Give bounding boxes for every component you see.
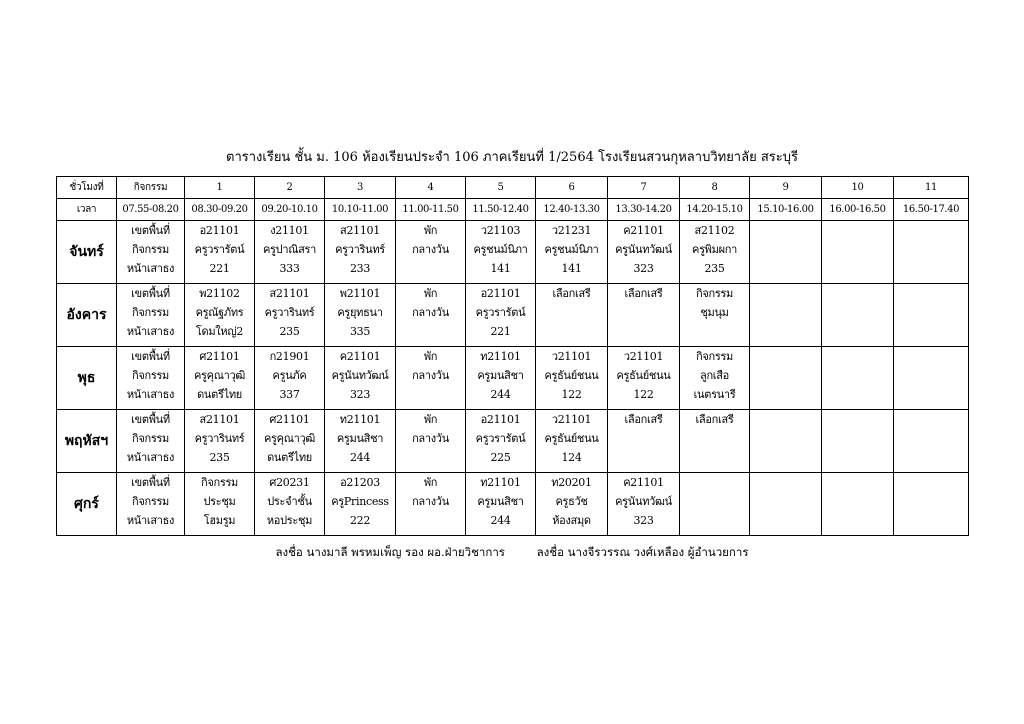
cell-line: 244	[349, 451, 371, 464]
cell-line: พัก	[423, 350, 438, 363]
schedule-cell	[117, 410, 185, 473]
cell-line: อ21101	[480, 287, 521, 300]
schedule-cell	[396, 410, 466, 473]
cell-line: ครูณัฐภัทร	[195, 306, 244, 319]
cell-line: หน้าเสาธง	[126, 262, 175, 275]
day-name: อังคาร	[57, 284, 117, 347]
time-slot: 10.10-11.00	[325, 199, 396, 221]
cell-line: 235	[279, 325, 300, 338]
schedule-cell	[536, 347, 608, 410]
cell-line: ครูชนม์นิภา	[544, 243, 599, 256]
time-slot: 11.50-12.40	[466, 199, 536, 221]
cell-line: ก21901	[269, 350, 310, 363]
schedule-cell	[117, 347, 185, 410]
day-name: พุธ	[57, 347, 117, 410]
day-row	[57, 473, 969, 536]
cell-line: ครูนภัค	[272, 369, 307, 382]
schedule-cell	[750, 284, 822, 347]
time-slot: 07.55-08.20	[117, 199, 185, 221]
schedule-cell	[536, 410, 608, 473]
header-row	[57, 177, 969, 199]
period-number: 2	[255, 177, 325, 199]
day-row	[57, 284, 969, 347]
cell-line: 337	[279, 388, 300, 401]
cell-line: ครูชนม์นิภา	[473, 243, 528, 256]
cell-line: กลางวัน	[412, 369, 449, 382]
schedule-cell	[750, 410, 822, 473]
cell-line: เขตพื้นที่	[131, 476, 170, 489]
period-number: 7	[608, 177, 680, 199]
schedule-cell	[608, 284, 680, 347]
schedule-cell	[255, 410, 325, 473]
schedule-cell	[185, 284, 255, 347]
schedule-cell	[117, 473, 185, 536]
cell-line: เขตพื้นที่	[131, 350, 170, 363]
cell-line: ห้องสมุด	[552, 514, 591, 527]
cell-line: อ21101	[199, 224, 240, 237]
day-name: พฤหัสฯ	[57, 410, 117, 473]
cell-line: ศ20231	[269, 476, 310, 489]
cell-line: ส21101	[340, 224, 380, 237]
cell-line: ครูคุณาวุฒิ	[193, 369, 246, 382]
cell-line: ค21101	[339, 350, 381, 363]
day-row	[57, 347, 969, 410]
cell-line: เลือกเสรี	[552, 287, 591, 300]
time-slot: 13.30-14.20	[608, 199, 680, 221]
schedule-cell	[536, 284, 608, 347]
period-number: 1	[185, 177, 255, 199]
cell-line: ลูกเสือ	[700, 369, 729, 382]
schedule-cell	[680, 473, 750, 536]
cell-line: กิจกรรม	[131, 369, 170, 382]
cell-line: กิจกรรม	[131, 243, 170, 256]
period-number: 8	[680, 177, 750, 199]
schedule-cell	[750, 221, 822, 284]
schedule-cell	[396, 473, 466, 536]
schedule-cell	[396, 347, 466, 410]
cell-line: 335	[349, 325, 371, 338]
schedule-cell	[325, 284, 396, 347]
cell-line: 141	[490, 262, 511, 275]
schedule-cell	[536, 221, 608, 284]
schedule-cell	[255, 284, 325, 347]
schedule-cell	[325, 410, 396, 473]
cell-line: ครูปาณิสรา	[262, 243, 317, 256]
page-title: ตารางเรียน ชั้น ม. 106 ห้องเรียนประจำ 106 ภาคเรียนที่ 1/2564 โรงเรียนสวนกุหลาบวิทยาลัย สระบุรี	[226, 150, 798, 165]
cell-line: พัก	[423, 224, 438, 237]
cell-line: ครูมนสิชา	[477, 495, 524, 508]
period-number: 6	[536, 177, 608, 199]
cell-line: เลือกเสรี	[624, 287, 663, 300]
cell-line: ส21101	[199, 413, 240, 426]
cell-line: 323	[349, 388, 371, 401]
cell-line: 141	[561, 262, 582, 275]
cell-line: ครูมนสิชา	[336, 432, 384, 445]
cell-line: พัก	[423, 413, 438, 426]
cell-line: 244	[490, 388, 511, 401]
cell-line: เนตรนารี	[693, 388, 736, 401]
cell-line: เลือกเสรี	[624, 413, 663, 426]
schedule-cell	[185, 473, 255, 536]
cell-line: พัก	[423, 287, 438, 300]
cell-line: หอประชุม	[266, 514, 313, 527]
cell-line: ครูนันทวัฒน์	[615, 243, 672, 256]
cell-line: อ21203	[340, 476, 380, 489]
cell-line: 124	[561, 451, 582, 464]
cell-line: กิจกรรม	[695, 350, 734, 363]
day-row	[57, 221, 969, 284]
cell-line: ครูมนสิชา	[477, 369, 524, 382]
cell-line: 222	[349, 514, 371, 527]
schedule-cell	[536, 473, 608, 536]
cell-line: ครูพิมผกา	[692, 243, 737, 256]
cell-line: กลางวัน	[412, 495, 449, 508]
cell-line: ส21102	[694, 224, 735, 237]
cell-line: ครูวรารัตน์	[475, 306, 526, 319]
period-number: 11	[894, 177, 969, 199]
day-name: ศุกร์	[57, 473, 117, 536]
time-slot: 11.00-11.50	[396, 199, 466, 221]
cell-line: 323	[633, 262, 654, 275]
cell-line: โฮมรูม	[203, 514, 236, 527]
cell-line: ครูธวัช	[555, 495, 588, 508]
schedule-cell	[396, 284, 466, 347]
schedule-cell	[822, 221, 894, 284]
cell-line: 122	[633, 388, 654, 401]
cell-line: ศ21101	[269, 413, 310, 426]
cell-line: เขตพื้นที่	[131, 224, 170, 237]
schedule-cell	[822, 347, 894, 410]
schedule-cell	[466, 221, 536, 284]
time-slot: 16.00-16.50	[822, 199, 894, 221]
cell-line: ครูวารินทร์	[194, 432, 245, 445]
schedule-cell	[680, 284, 750, 347]
schedule-cell	[680, 410, 750, 473]
cell-line: โดมใหญ่2	[195, 325, 244, 338]
cell-line: ดนตรีไทย	[197, 388, 242, 401]
cell-line: พัก	[423, 476, 438, 489]
cell-line: กิจกรรม	[695, 287, 734, 300]
time-slot: 15.10-16.00	[750, 199, 822, 221]
schedule-cell	[396, 221, 466, 284]
cell-line: ว21103	[480, 224, 521, 237]
schedule-cell	[680, 347, 750, 410]
schedule-cell	[185, 410, 255, 473]
time-slot: 16.50-17.40	[894, 199, 969, 221]
schedule-cell	[255, 221, 325, 284]
cell-line: 235	[209, 451, 230, 464]
cell-line: ครูยุทธนา	[337, 306, 383, 319]
schedule-cell	[894, 473, 969, 536]
cell-line: 244	[490, 514, 511, 527]
cell-line: 233	[349, 262, 371, 275]
cell-line: ท21101	[339, 413, 381, 426]
schedule-cell	[325, 347, 396, 410]
cell-line: กิจกรรม	[131, 495, 170, 508]
cell-line: หน้าเสาธง	[126, 514, 175, 527]
time-slot: 08.30-09.20	[185, 199, 255, 221]
cell-line: พ21101	[339, 287, 381, 300]
schedule-cell	[608, 347, 680, 410]
cell-line: หน้าเสาธง	[126, 388, 175, 401]
signature-academic-deputy: ลงชื่อ นางมาลี พรหมเพ็ญ รอง ผอ.ฝ่ายวิชาการ	[275, 545, 505, 559]
cell-line: ครูPrincess	[331, 495, 389, 508]
period-number: 5	[466, 177, 536, 199]
schedule-cell	[894, 221, 969, 284]
schedule-cell	[466, 284, 536, 347]
cell-line: กลางวัน	[412, 306, 449, 319]
time-slot: 14.20-15.10	[680, 199, 750, 221]
day-name: จันทร์	[57, 221, 117, 284]
cell-line: ง21101	[270, 224, 309, 237]
cell-line: ครูนันทวัฒน์	[331, 369, 389, 382]
cell-line: เขตพื้นที่	[131, 413, 170, 426]
signature-footer	[0, 544, 1024, 562]
period-label: ชั่วโมงที่	[57, 177, 117, 199]
signature-director: ลงชื่อ นางจีรวรรณ วงศ์เหลือง ผู้อำนวยการ	[536, 545, 749, 559]
schedule-cell	[255, 347, 325, 410]
schedule-table	[56, 176, 969, 536]
cell-line: ส21101	[269, 287, 310, 300]
activity-label: กิจกรรม	[117, 177, 185, 199]
cell-line: ท21101	[480, 350, 521, 363]
schedule-cell	[822, 473, 894, 536]
schedule-cell	[822, 284, 894, 347]
cell-line: 235	[704, 262, 725, 275]
cell-line: หน้าเสาธง	[126, 451, 175, 464]
cell-line: ท20201	[551, 476, 592, 489]
schedule-cell	[894, 410, 969, 473]
schedule-cell	[608, 473, 680, 536]
cell-line: ว21231	[551, 224, 592, 237]
cell-line: ครูธันย์ชนน	[544, 369, 599, 382]
cell-line: กลางวัน	[412, 432, 449, 445]
schedule-cell	[255, 473, 325, 536]
time-label: เวลา	[57, 199, 117, 221]
schedule-cell	[185, 347, 255, 410]
cell-line: 122	[561, 388, 582, 401]
schedule-cell	[185, 221, 255, 284]
cell-line: 333	[279, 262, 300, 275]
cell-line: อ21101	[480, 413, 521, 426]
cell-line: กิจกรรม	[131, 432, 170, 445]
schedule-cell	[608, 410, 680, 473]
cell-line: ครูธันย์ชนน	[616, 369, 671, 382]
cell-line: ว21101	[551, 350, 592, 363]
cell-line: ค21101	[623, 476, 664, 489]
schedule-cell	[117, 221, 185, 284]
cell-line: เขตพื้นที่	[131, 287, 170, 300]
schedule-cell	[466, 410, 536, 473]
cell-line: หน้าเสาธง	[126, 325, 175, 338]
cell-line: ครูคุณาวุฒิ	[263, 432, 316, 445]
cell-line: ว21101	[551, 413, 592, 426]
schedule-cell	[894, 347, 969, 410]
time-slot: 09.20-10.10	[255, 199, 325, 221]
time-row	[57, 199, 969, 221]
cell-line: กิจกรรม	[131, 306, 170, 319]
period-number: 9	[750, 177, 822, 199]
schedule-cell	[680, 221, 750, 284]
period-number: 10	[822, 177, 894, 199]
cell-line: ประชุม	[203, 495, 236, 508]
cell-line: ชุมนุม	[700, 306, 729, 319]
cell-line: ท21101	[480, 476, 521, 489]
cell-line: 225	[490, 451, 511, 464]
period-number: 4	[396, 177, 466, 199]
cell-line: ประจำชั้น	[267, 495, 312, 508]
cell-line: ดนตรีไทย	[267, 451, 312, 464]
schedule-cell	[608, 221, 680, 284]
schedule-cell	[466, 347, 536, 410]
schedule-cell	[325, 473, 396, 536]
cell-line: เลือกเสรี	[695, 413, 734, 426]
schedule-cell	[325, 221, 396, 284]
schedule-cell	[894, 284, 969, 347]
schedule-cell	[750, 347, 822, 410]
cell-line: ครูธันย์ชนน	[544, 432, 599, 445]
schedule-cell	[822, 410, 894, 473]
cell-line: กิจกรรม	[200, 476, 239, 489]
time-slot: 12.40-13.30	[536, 199, 608, 221]
cell-line: 221	[490, 325, 511, 338]
cell-line: 221	[209, 262, 230, 275]
cell-line: ครูวารินทร์	[335, 243, 385, 256]
cell-line: ครูนันทวัฒน์	[615, 495, 672, 508]
cell-line: ค21101	[623, 224, 664, 237]
cell-line: กลางวัน	[412, 243, 449, 256]
schedule-cell	[466, 473, 536, 536]
period-number: 3	[325, 177, 396, 199]
cell-line: พ21102	[199, 287, 240, 300]
cell-line: ครูวรารัตน์	[194, 243, 245, 256]
cell-line: ว21101	[623, 350, 664, 363]
cell-line: ศ21101	[199, 350, 240, 363]
cell-line: 323	[633, 514, 654, 527]
schedule-cell	[750, 473, 822, 536]
cell-line: ครูวรารัตน์	[475, 432, 526, 445]
schedule-body	[57, 177, 969, 536]
cell-line: ครูวารินทร์	[264, 306, 315, 319]
day-row	[57, 410, 969, 473]
schedule-cell	[117, 284, 185, 347]
